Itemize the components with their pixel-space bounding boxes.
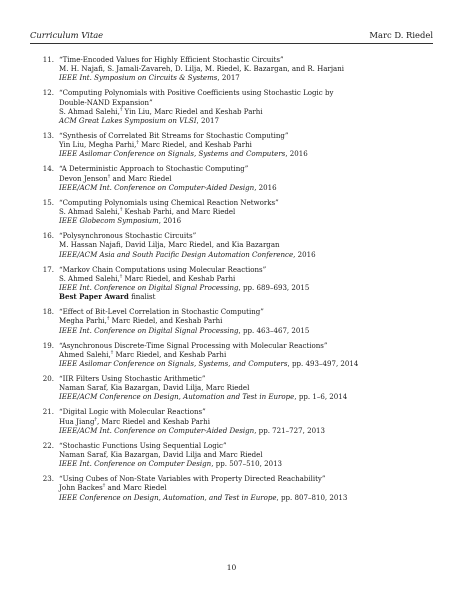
author-text: and Marc Riedel [110,173,172,183]
author-text: Marc Riedel, and Keshab Parhi [113,349,227,359]
entry-title: “Using Cubes of Non-State Variables with Property Directed Reachability” [59,474,326,484]
entry-venue-details: , 2016 [254,182,277,192]
publication-entry [42,164,429,192]
author-text: S. Ahmad Salehi, [59,106,120,116]
publication-entry [42,55,429,83]
entry-title: “Asynchronous Discrete-Time Signal Processing with Molecular Reactions” [59,340,328,350]
entry-venue-details: , 2017 [217,73,240,83]
entry-venue: ACM Great Lakes Symposium on VLSI [59,116,197,126]
entry-venue-line [59,149,429,158]
publication-list [42,55,429,508]
author-text: Naman Saraf, Kia Bazargan, David Lilja, Marc Riedel [59,383,250,393]
entry-venue: IEEE/ACM Conference on Design, Automation and Test in Europe [59,392,295,402]
entry-authors [59,140,429,149]
entry-number: 13. [42,131,54,141]
entry-authors [59,240,429,249]
publication-entry [42,264,429,302]
publication-entry [42,407,429,435]
entry-venue-details: , 2016 [158,216,182,226]
entry-number: 16. [42,231,54,241]
entry-title: “Digital Logic with Molecular Reactions” [59,407,206,417]
author-text: John Backes [59,483,103,493]
author-text: S. Ahmed Salehi, [59,273,120,283]
entry-venue: IEEE/ACM Asia and South Pacific Design Automation Conference [59,249,294,259]
entry-title: “Computing Polynomials using Chemical Reaction Networks” [59,197,279,207]
publication-entry [42,340,429,369]
author-text: Megha Parhi, [59,316,107,326]
entry-venue: IEEE Int. Symposium on Circuits & Systems [59,73,218,83]
entry-number: 11. [42,55,54,64]
publication-entry [42,131,429,159]
author-text: M. H. Najafi, S. Jamali-Zavareh, D. Lilja, M. Riedel, K. Bazargan, and R. Harjani [59,64,345,74]
student-dagger-mark: † [102,483,106,490]
author-text: Marc Riedel, and Keshab Parhi [109,316,223,326]
entry-number: 21. [42,407,54,417]
header-rule [30,43,433,44]
author-text: Marc Riedel, and Keshab Parhi [122,273,236,283]
entry-venue-line [59,493,429,502]
entry-number: 23. [42,474,54,484]
entry-number: 18. [42,307,54,317]
publication-entry [42,197,429,226]
entry-venue-details: , 2016 [293,249,316,259]
entry-number: 12. [42,88,54,98]
award-label: Best Paper Award [59,292,129,302]
publication-entry [42,440,429,469]
author-text: Marc Riedel, and Keshab Parhi [138,140,252,150]
entry-authors [59,350,429,359]
entry-number: 17. [42,264,54,274]
entry-title: “IIR Filters Using Stochastic Arithmetic” [59,374,206,384]
entry-venue-details: , pp. 721–727, 2013 [254,425,326,435]
entry-number: 20. [42,374,54,384]
author-text: Keshab Parhi, and Marc Riedel [122,207,236,217]
author-text: Yin Liu, Megha Parhi, [59,140,137,150]
entry-number: 15. [42,197,54,207]
entry-venue: IEEE Conference on Design, Automation, and Test in Europe [59,492,277,502]
entry-title: “Markov Chain Computations using Molecular Reactions” [59,264,267,274]
publication-entry [42,374,429,402]
entry-venue: IEEE/ACM Int. Conference on Computer-Aided Design [59,182,255,192]
entry-venue-line [59,183,429,192]
student-dagger-mark: † [110,349,114,356]
entry-title: “A Deterministic Approach to Stochastic Computing” [59,164,249,174]
entry-number: 14. [42,164,54,174]
entry-authors [59,274,429,283]
entry-venue: IEEE Int. Conference on Digital Signal Processing [59,283,239,293]
entry-venue-line [59,326,429,335]
entry-award-line [59,292,429,301]
entry-title: “Effect of Bit-Level Correlation in Stochastic Computing” [59,307,264,317]
entry-venue-details: , pp. 1–6, 2014 [294,392,348,402]
entry-authors [59,64,429,73]
entry-venue: IEEE Globecom Symposium [59,216,159,226]
author-text: M. Hassan Najafi, David Lilja, Marc Riedel, and Kia Bazargan [59,240,280,250]
entry-venue-line [59,392,429,401]
entry-venue: IEEE Asilomar Conference on Signals, Systems and Computers [59,149,286,159]
entry-authors [59,383,429,392]
entry-venue-details: , 2016 [285,149,308,159]
publication-entry [42,474,429,502]
entry-authors [59,417,429,426]
entry-venue-line [59,283,429,292]
running-header [30,30,433,42]
entry-venue-details: , pp. 493–497, 2014 [287,359,359,369]
entry-venue: IEEE Asilomar Conference on Signals, Systems, and Computers [59,359,288,369]
author-text: Ahmed Salehi, [59,349,111,359]
publication-entry [42,231,429,259]
page-number: 10 [226,563,237,572]
author-text: , Marc Riedel and Keshab Parhi [96,416,210,426]
entry-authors [59,316,429,325]
entry-venue: IEEE Int. Conference on Computer Design [59,459,212,469]
entry-venue-line [59,426,429,435]
author-text: Naman Saraf, Kia Bazargan, David Lilja and Marc Riedel [59,450,263,460]
entry-venue-details: , pp. 689–693, 2015 [238,283,310,293]
publication-entry [42,88,429,126]
student-dagger-mark: † [107,173,111,180]
entry-title-continued: Double-NAND Expansion” [59,97,153,107]
student-dagger-mark: † [106,316,110,323]
entry-venue: IEEE Int. Conference on Digital Signal Processing [59,325,239,335]
entry-title: “Polysynchronous Stochastic Circuits” [59,231,197,241]
entry-authors [59,483,429,492]
entry-venue-line [59,359,429,368]
entry-venue-line [59,459,429,468]
student-dagger-mark: † [119,206,123,213]
entry-venue-details: , pp. 463–467, 2015 [238,325,310,335]
entry-venue-line [59,250,429,259]
entry-number: 22. [42,440,54,450]
entry-title: “Synthesis of Correlated Bit Streams for Stochastic Computing” [59,131,289,141]
entry-title: “Stochastic Functions Using Sequential Logic” [59,440,227,450]
entry-venue: IEEE/ACM Int. Conference on Computer-Aided Design [59,425,255,435]
student-dagger-mark: † [119,106,123,113]
author-text: Yin Liu, Marc Riedel and Keshab Parhi [122,106,263,116]
student-dagger-mark: † [94,416,97,423]
header-title: Curriculum Vitae [30,30,104,40]
entry-authors [59,174,429,183]
author-text: Devon Jenson [59,173,108,183]
entry-authors [59,450,429,459]
author-text: Hua Jiang [59,416,95,426]
author-text: and Marc Riedel [105,483,167,493]
entry-venue-details: , pp. 507–510, 2013 [211,459,283,469]
entry-authors [59,207,429,216]
entry-venue-line [59,216,429,225]
entry-venue-line [59,73,429,82]
entry-venue-line [59,116,429,125]
entry-venue-details: , 2017 [196,116,219,126]
header-author: Marc D. Riedel [369,30,433,40]
entry-number: 19. [42,340,54,350]
student-dagger-mark: † [119,273,123,280]
entry-title: “Time-Encoded Values for Highly Efficient Stochastic Circuits” [59,55,284,64]
entry-authors [59,107,429,116]
entry-title: “Computing Polynomials with Positive Coefficients using Stochastic Logic by [59,88,334,98]
entry-venue-details: , pp. 807–810, 2013 [276,492,348,502]
student-dagger-mark: † [136,139,139,146]
author-text: S. Ahmad Salehi, [59,207,120,217]
publication-entry [42,307,429,335]
award-status: finalist [128,292,156,302]
